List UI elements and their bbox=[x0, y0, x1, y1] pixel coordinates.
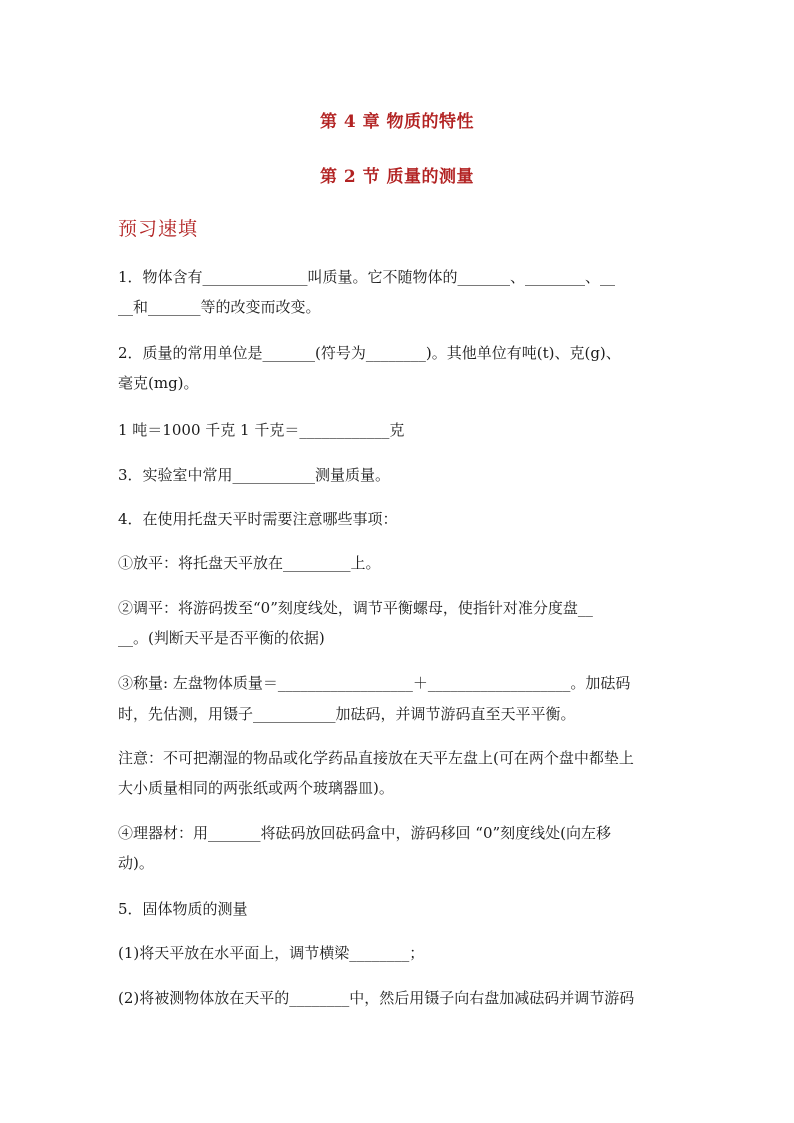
text-line-note-b: 大小质量相同的两张纸或两个玻璃器皿)。 bbox=[118, 779, 394, 797]
chapter-title: 第 4 章 物质的特性 bbox=[319, 112, 475, 132]
text-line-step3a: ③称量: 左盘物体质量＝__________________＋___________________。加砝码 bbox=[118, 674, 631, 692]
text-line-note-a: 注意：不可把潮湿的物品或化学药品直接放在天平左盘上(可在两个盘中都垫上 bbox=[118, 749, 634, 767]
text-line-step1: ①放平：将托盘天平放在_________上。 bbox=[118, 554, 381, 572]
text-line-q2a: 2．质量的常用单位是_______(符号为________)。其他单位有吨(t)、克(g)、 bbox=[118, 344, 621, 362]
text-line-q1b: __和_______等的改变而改变。 bbox=[118, 298, 321, 316]
text-line-step4a: ④理器材：用_______将砝码放回砝码盒中，游码移回 “0”刻度线处(向左移 bbox=[118, 824, 612, 842]
text-line-step4b: 动)。 bbox=[118, 854, 154, 872]
text-line-q5: 5．固体物质的测量 bbox=[118, 900, 248, 918]
text-line-q3: 3．实验室中常用___________测量质量。 bbox=[118, 466, 391, 484]
text-line-q1a: 1．物体含有______________叫质量。它不随物体的_______、________、__ bbox=[118, 268, 616, 286]
text-line-units: 1 吨＝1000 千克 1 千克＝____________克 bbox=[118, 421, 405, 439]
text-line-q5-step2: (2)将被测物体放在天平的________中，然后用镊子向右盘加减砝码并调节游码 bbox=[118, 989, 635, 1007]
text-line-q2b: 毫克(mg)。 bbox=[118, 374, 199, 392]
text-line-step2a: ②调平：将游码拨至“0”刻度线处，调节平衡螺母，使指针对准分度盘__ bbox=[118, 599, 593, 617]
section-title: 第 2 节 质量的测量 bbox=[319, 167, 475, 187]
text-line-step2b: __。(判断天平是否平衡的依据) bbox=[118, 629, 325, 647]
text-line-step3b: 时，先估测，用镊子___________加砝码，并调节游码直至天平平衡。 bbox=[118, 705, 576, 723]
text-line-q5-step1: (1)将天平放在水平面上，调节横梁________； bbox=[118, 944, 425, 962]
preview-heading: 预习速填 bbox=[118, 218, 199, 240]
text-line-q4: 4．在使用托盘天平时需要注意哪些事项： bbox=[118, 510, 398, 528]
